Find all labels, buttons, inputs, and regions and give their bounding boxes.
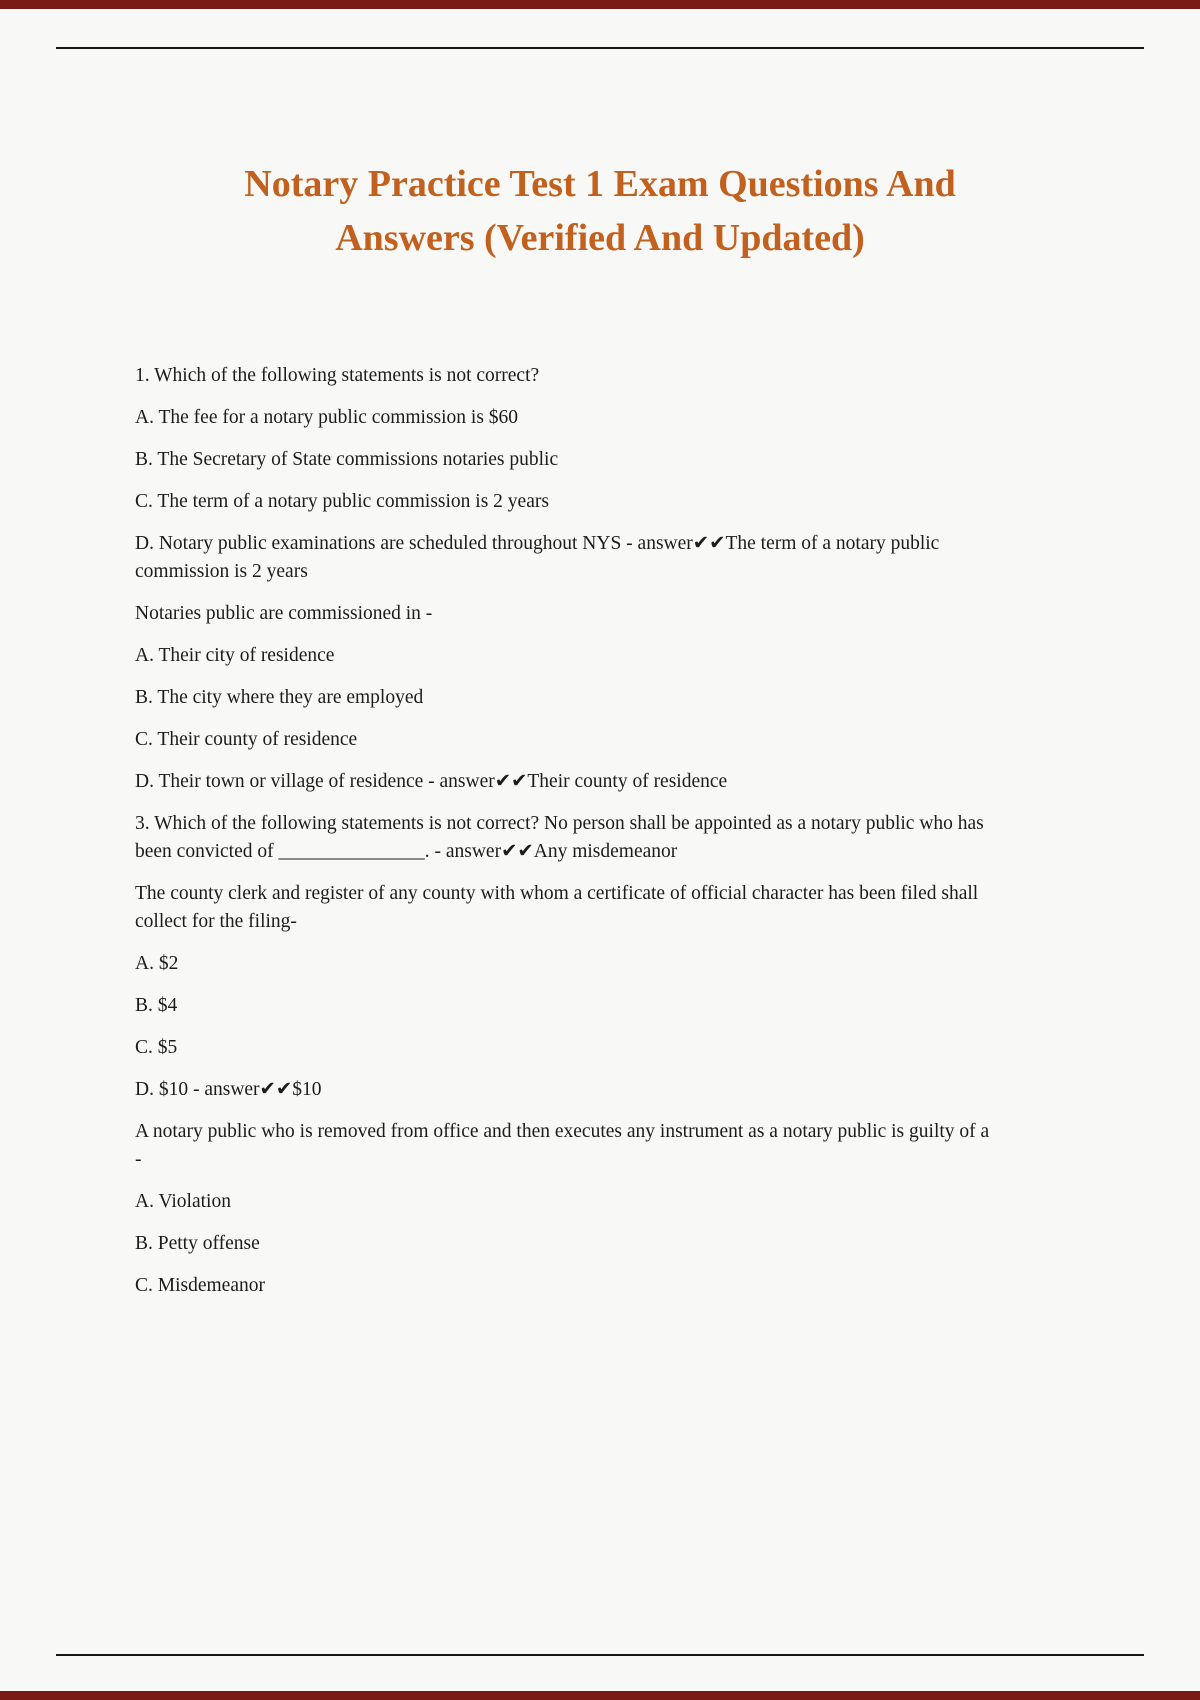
paragraph: C. The term of a notary public commission is 2 years	[135, 490, 549, 512]
paragraph: D. Notary public examinations are scheduled throughout NYS - answer✔✔The term of a notary public commission is 2 years	[135, 532, 940, 582]
bottom-accent-bar	[0, 1691, 1200, 1700]
paragraph: A. Violation	[135, 1190, 231, 1212]
document-title-line2: Answers (Verified And Updated)	[335, 216, 865, 259]
paragraph: B. $4	[135, 994, 178, 1016]
paragraph: D. Their town or village of residence - answer✔✔Their county of residence	[135, 770, 728, 792]
top-accent-bar	[0, 0, 1200, 9]
paragraph: A. The fee for a notary public commission is $60	[135, 406, 519, 428]
top-rule	[56, 47, 1144, 49]
paragraph: C. $5	[135, 1036, 178, 1058]
paragraph: 1. Which of the following statements is not correct?	[135, 364, 540, 386]
document-title	[0, 0, 1200, 266]
paragraph: Notaries public are commissioned in -	[135, 602, 433, 624]
paragraph: C. Their county of residence	[135, 728, 358, 750]
paragraph: B. The city where they are employed	[135, 686, 424, 708]
document-body	[135, 362, 1000, 1300]
paragraph: A. $2	[135, 952, 179, 974]
paragraph: A. Their city of residence	[135, 644, 335, 666]
paragraph: B. The Secretary of State commissions notaries public	[135, 448, 559, 470]
document-title-line1: Notary Practice Test 1 Exam Questions And	[244, 163, 956, 205]
bottom-rule	[56, 1654, 1144, 1656]
paragraph: 3. Which of the following statements is not correct? No person shall be appointed as a notary public who has been convicted of _______________. - answer✔✔Any misdemeanor	[135, 812, 984, 862]
paragraph: The county clerk and register of any county with whom a certificate of official character has been filed shall collect for the filing-	[135, 882, 979, 932]
paragraph: D. $10 - answer✔✔$10	[135, 1078, 322, 1100]
paragraph: A notary public who is removed from office and then executes any instrument as a notary public is guilty of a -	[135, 1120, 990, 1170]
paragraph: B. Petty offense	[135, 1232, 260, 1254]
paragraph: C. Misdemeanor	[135, 1274, 265, 1296]
